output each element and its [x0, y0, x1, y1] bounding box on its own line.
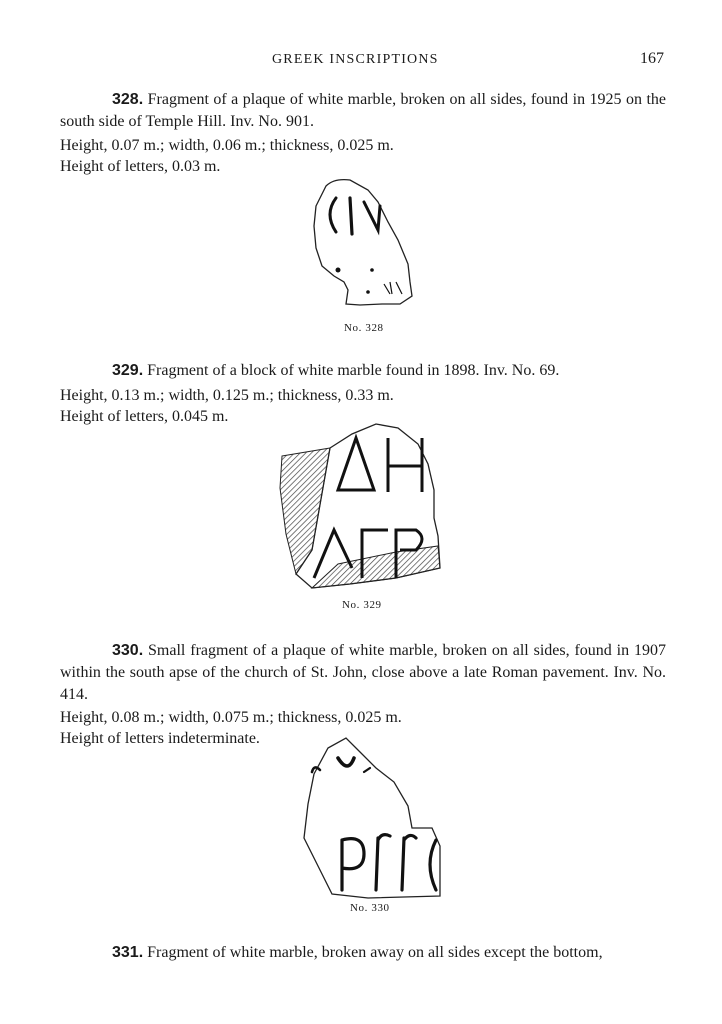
fragment-329-drawing [278, 418, 442, 594]
entry-328-description [60, 89, 666, 133]
entry-329-letter-height: Height of letters, 0.045 m. [60, 408, 229, 425]
page-number: 167 [640, 50, 664, 67]
entry-number: 329. [112, 362, 144, 379]
entry-number: 331. [112, 944, 144, 961]
entry-number: 328. [112, 91, 144, 108]
figure-caption-330: No. 330 [350, 902, 390, 914]
fragment-330-drawing [298, 734, 442, 900]
entry-text: Fragment of white marble, broken away on all sides except the bottom, [147, 944, 603, 961]
entry-text: Fragment of a block of white marble found in 1898. Inv. No. 69. [147, 362, 560, 379]
entry-330-dimensions: Height, 0.08 m.; width, 0.075 m.; thickness, 0.025 m. [60, 709, 402, 726]
running-head [0, 52, 722, 72]
fragment-328-drawing [310, 178, 420, 310]
running-title: GREEK INSCRIPTIONS [272, 52, 439, 67]
entry-328-letter-height: Height of letters, 0.03 m. [60, 158, 221, 175]
figure-caption-329: No. 329 [342, 599, 382, 611]
entry-number: 330. [112, 642, 144, 659]
entry-329-description [60, 360, 666, 382]
entry-330-letter-height: Height of letters indeterminate. [60, 730, 260, 747]
entry-text: Small fragment of a plaque of white marble, broken on all sides, found in 1907 within the south apse of the church of St. John, close above a late Roman pavement. Inv. No. 414. [60, 642, 667, 703]
entry-330-description [60, 640, 666, 706]
figure-caption-328: No. 328 [344, 322, 384, 334]
entry-329-dimensions: Height, 0.13 m.; width, 0.125 m.; thickness, 0.33 m. [60, 387, 394, 404]
entry-331-description [60, 942, 666, 964]
entry-328-dimensions: Height, 0.07 m.; width, 0.06 m.; thickness, 0.025 m. [60, 137, 394, 154]
entry-text: Fragment of a plaque of white marble, broken on all sides, found in 1925 on the south side of Temple Hill. Inv. No. 901. [60, 91, 667, 130]
